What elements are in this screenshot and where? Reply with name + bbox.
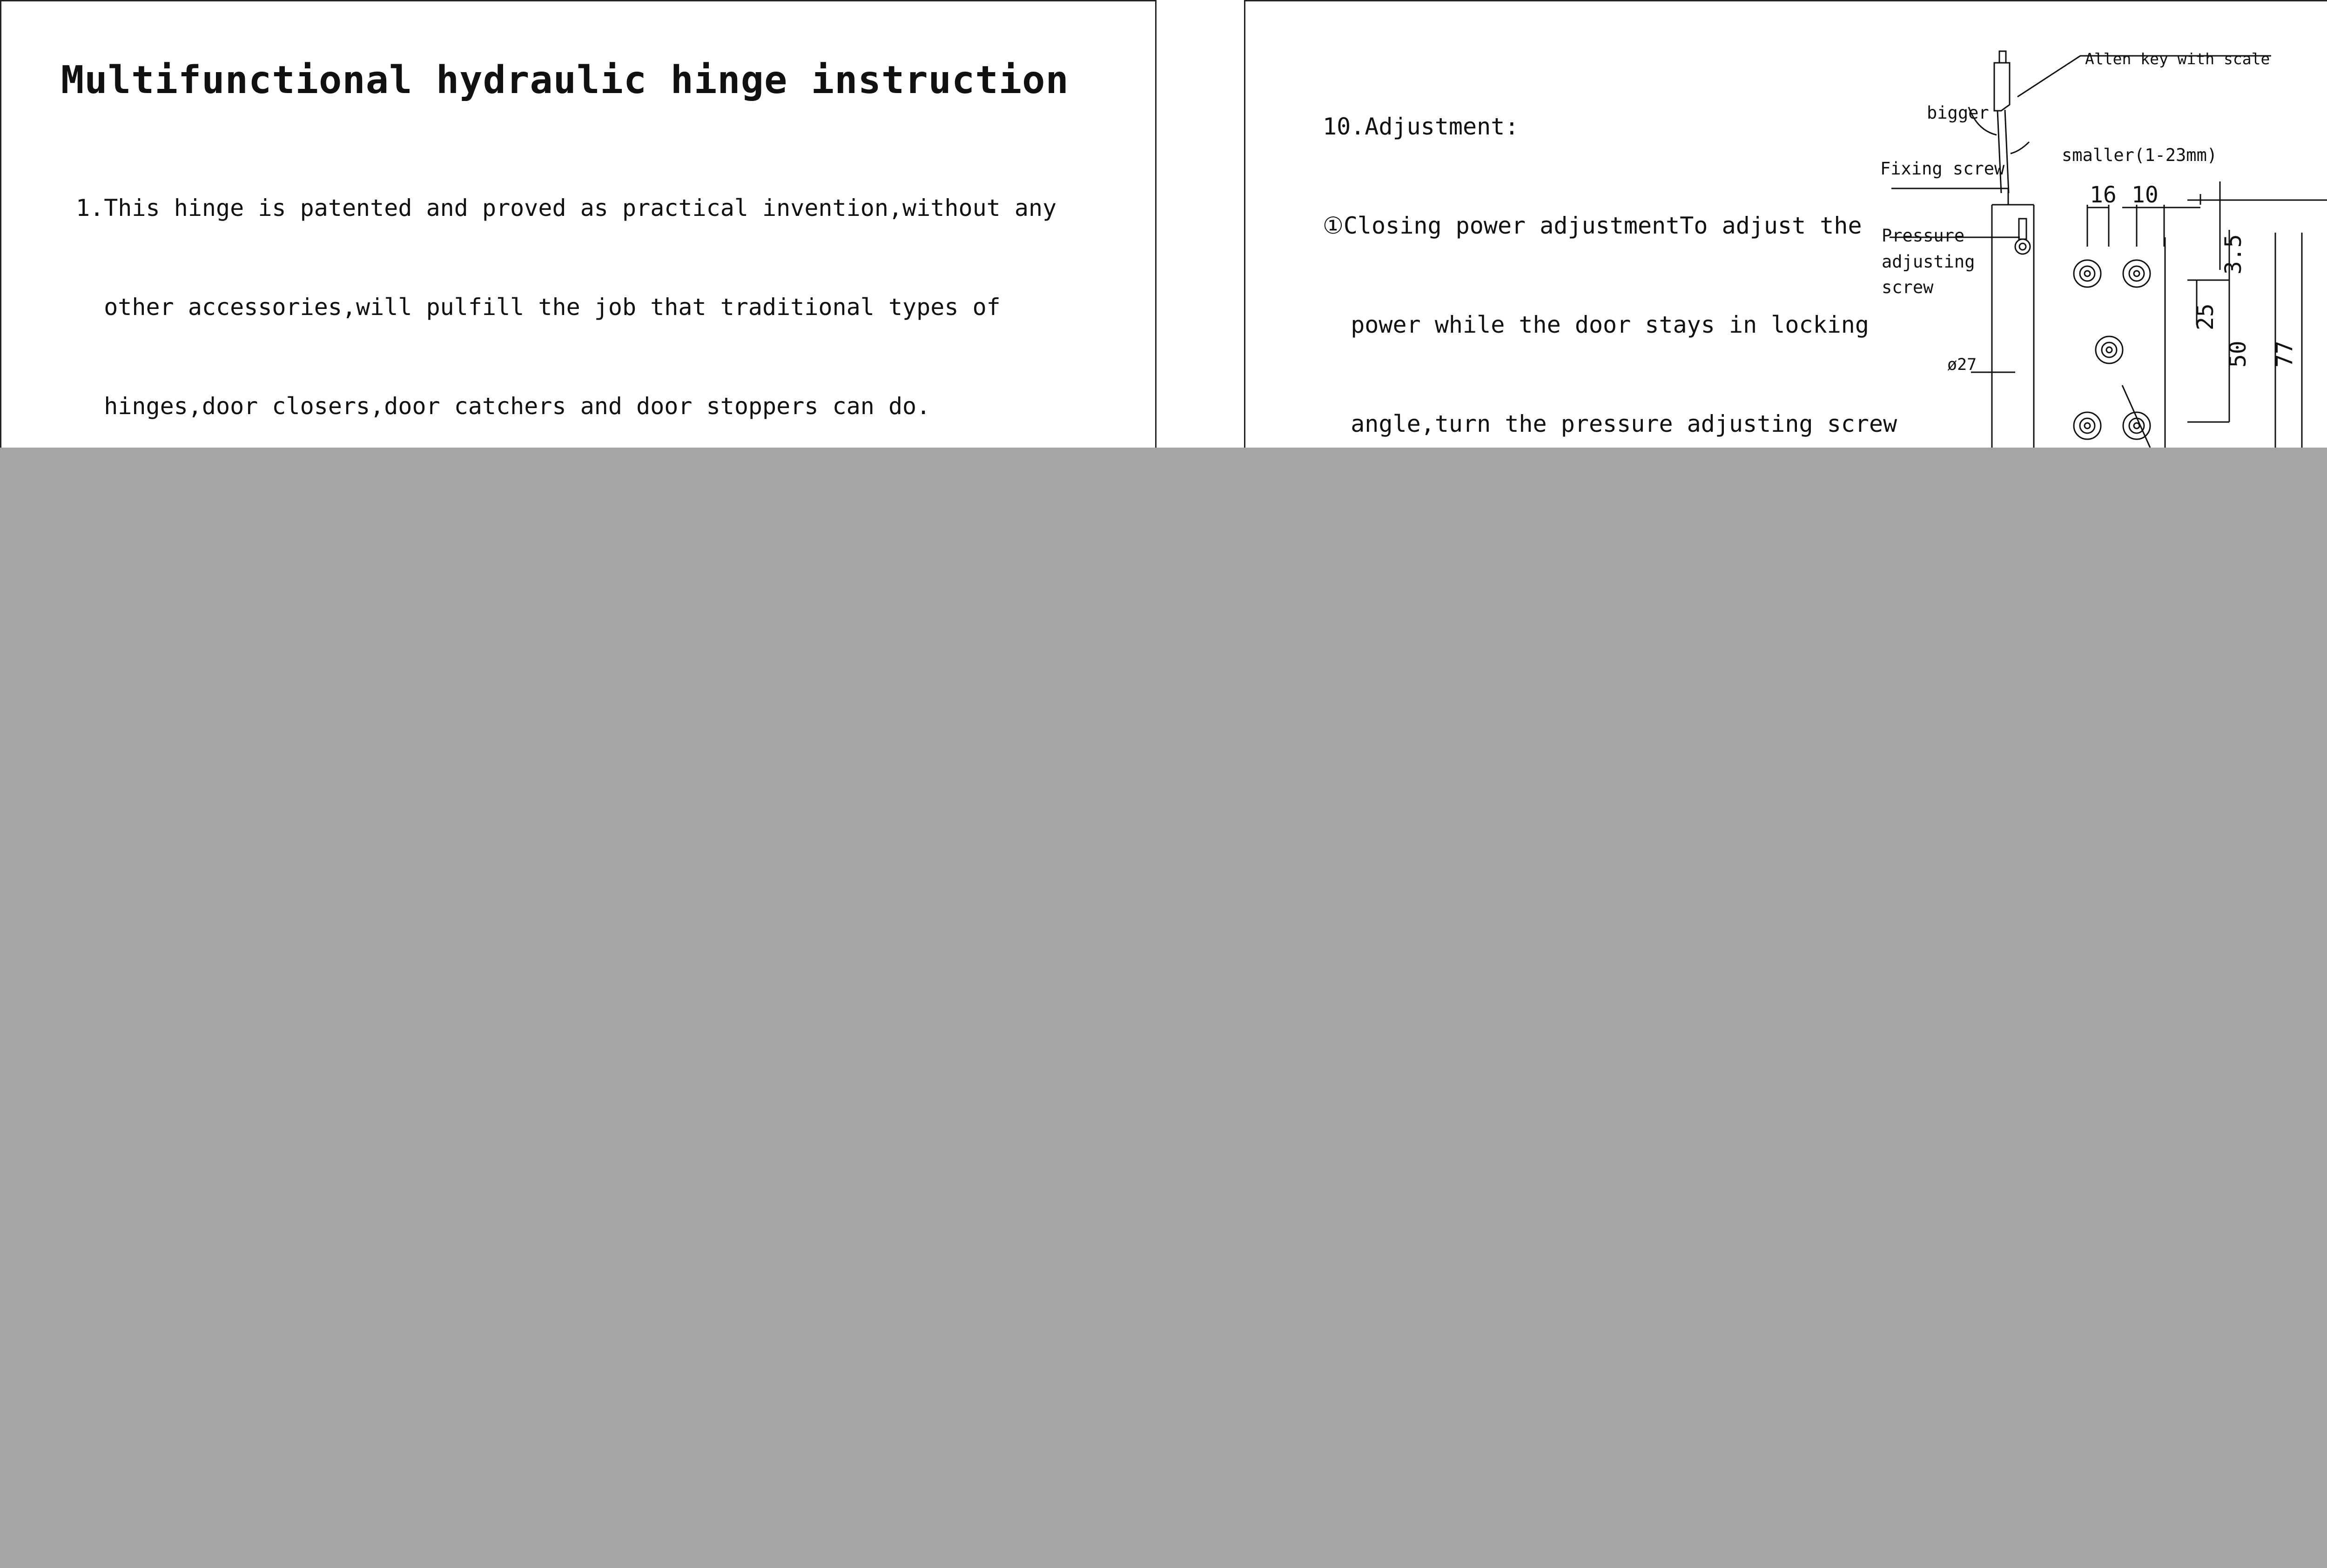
right-text-line: ①Closing power adjustmentTo adjust the — [1323, 212, 1862, 239]
right-text-line: angle,turn the pressure adjusting screw — [1323, 410, 1897, 437]
left-text-line: other accessories,will pulfill the job that traditional types of — [76, 294, 1001, 321]
hinge-diagram — [1862, 42, 2327, 448]
dimension-3-5: 3.5 — [2220, 234, 2246, 275]
dimension-16: 16 — [2090, 182, 2117, 208]
right-text-line: power while the door stays in locking — [1323, 311, 1869, 338]
allen-key-icon — [1994, 63, 2010, 111]
adjusting-label: adjusting — [1882, 252, 1975, 272]
left-text-line: 1.This hinge is patented and proved as practical invention,without any — [76, 194, 1057, 221]
instruction-title: Multifunctional hydraulic hinge instruction — [61, 58, 1069, 102]
dimension-25: 25 — [2192, 303, 2219, 330]
dimension-77: 77 — [2272, 341, 2298, 368]
allen-key-label: Allen key with scale — [2085, 50, 2270, 68]
fixing-screw-label: Fixing screw — [1880, 159, 2005, 179]
left-text-line: hinges,door closers,door catchers and door stoppers can do. — [76, 393, 931, 420]
dimension-10: 10 — [2132, 182, 2159, 208]
right-text-line: 10.Adjustment: — [1323, 113, 1519, 140]
smaller-label: smaller(1-23mm) — [2062, 145, 2218, 165]
diameter-label: ø27 — [1947, 355, 1977, 374]
covered-area — [0, 448, 2327, 1568]
screw-label: screw — [1882, 277, 1934, 297]
pressure-label: Pressure — [1882, 226, 1965, 246]
dimension-50: 50 — [2225, 341, 2251, 368]
bigger-label: bigger — [1927, 103, 1989, 123]
visible-document-area — [0, 0, 2327, 448]
